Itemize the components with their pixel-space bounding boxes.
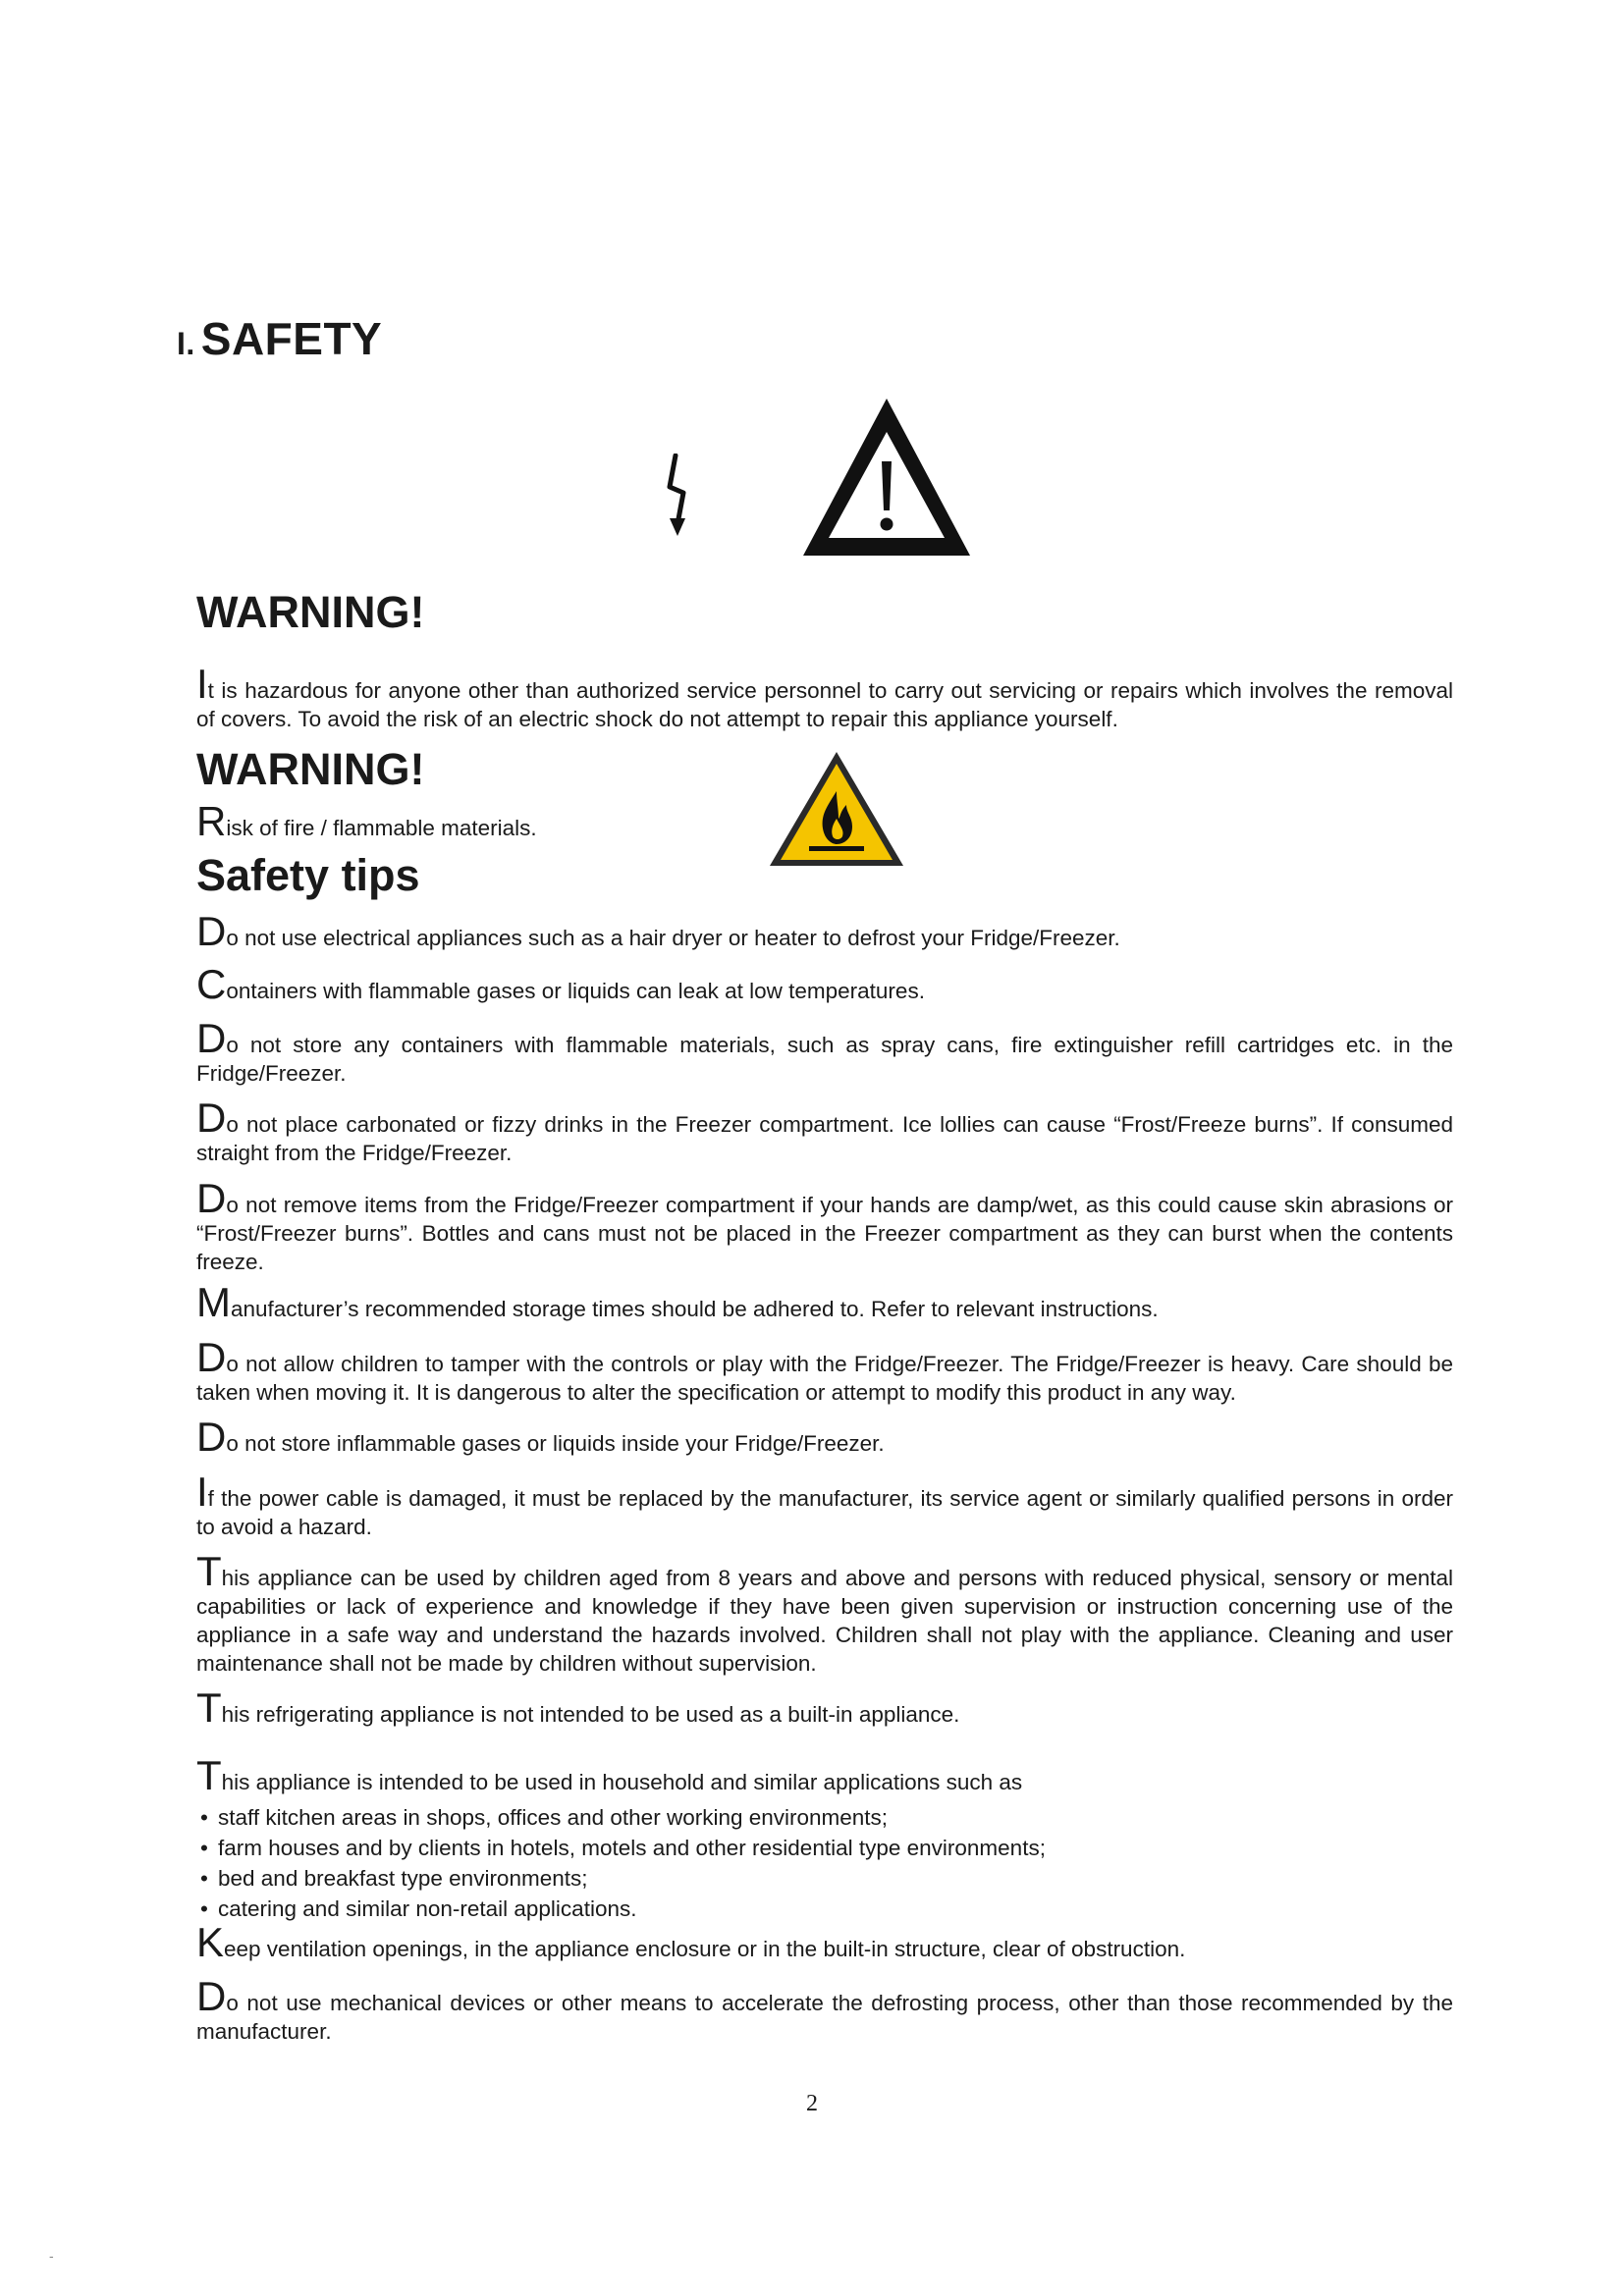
tip-item	[196, 1175, 1453, 1276]
warning-heading-2: WARNING!	[196, 744, 425, 794]
tip-item	[196, 1919, 1453, 1965]
drop-cap: M	[196, 1279, 231, 1325]
tip-item	[196, 961, 1453, 1007]
tip-item	[196, 1414, 1453, 1460]
tip-text: eep ventilation openings, in the appliance enclosure or in the built-in structure, clear of obstruction.	[224, 1937, 1186, 1961]
tip-item	[196, 1279, 1453, 1325]
corner-mark: -	[49, 2248, 54, 2264]
tip-text: o not use mechanical devices or other means to accelerate the defrosting process, other than those recommended by the manufacturer.	[196, 1991, 1453, 2044]
drop-cap: I	[196, 661, 208, 707]
electric-bolt-icon	[664, 454, 699, 542]
tip-item	[196, 1684, 1453, 1731]
drop-cap: D	[196, 1175, 227, 1221]
drop-cap: D	[196, 908, 227, 954]
tip-text: ontainers with flammable gases or liquids can leak at low temperatures.	[226, 979, 925, 1003]
tip-item	[196, 1752, 1453, 1798]
flammable-warning-icon	[766, 748, 907, 872]
tip-item	[196, 908, 1453, 954]
drop-cap: D	[196, 1015, 227, 1061]
list-item	[200, 1894, 1046, 1924]
safety-tips-heading: Safety tips	[196, 850, 420, 900]
drop-cap: D	[196, 1334, 227, 1380]
warning-text-1	[196, 661, 1453, 733]
list-item-text: farm houses and by clients in hotels, motels and other residential type environments;	[218, 1836, 1046, 1860]
tip-text: f the power cable is damaged, it must be replaced by the manufacturer, its service agent or similarly qualified persons in order to avoid a hazard.	[196, 1486, 1453, 1539]
section-title	[177, 312, 382, 365]
tip-text: o not remove items from the Fridge/Freezer compartment if your hands are damp/wet, as this could cause skin abrasions or “Frost/Freezer burns”. Bottles and cans must not be placed in the Freezer compartment as they can burst when the contents freeze.	[196, 1193, 1453, 1274]
section-number: I.	[177, 326, 195, 361]
list-item-text: staff kitchen areas in shops, offices and other working environments;	[218, 1805, 889, 1830]
tip-item	[196, 1334, 1453, 1407]
drop-cap: T	[196, 1752, 222, 1798]
warning-triangle-icon	[797, 393, 976, 561]
bullet-symbol: •	[200, 1836, 208, 1860]
warning-heading-1: WARNING!	[196, 587, 425, 637]
drop-cap: T	[196, 1548, 222, 1594]
list-item-text: bed and breakfast type environments;	[218, 1866, 588, 1891]
tip-item	[196, 1095, 1453, 1167]
drop-cap: R	[196, 798, 227, 844]
drop-cap: D	[196, 1414, 227, 1460]
section-title-text: SAFETY	[200, 313, 383, 364]
warning-text-2	[196, 798, 785, 844]
tip-text: o not store inflammable gases or liquids inside your Fridge/Freezer.	[226, 1431, 885, 1456]
list-item	[200, 1833, 1046, 1863]
list-item-text: catering and similar non-retail applications.	[218, 1896, 637, 1921]
tip-item	[196, 1973, 1453, 2046]
tip-text: o not place carbonated or fizzy drinks in the Freezer compartment. Ice lollies can cause “Frost/Freeze burns”. If consumed straight from the Fridge/Freezer.	[196, 1112, 1453, 1165]
tip-item	[196, 1015, 1453, 1088]
drop-cap: T	[196, 1684, 222, 1731]
warning-body: isk of fire / flammable materials.	[226, 816, 537, 840]
drop-cap: I	[196, 1468, 208, 1515]
tip-text: o not allow children to tamper with the controls or play with the Fridge/Freezer. The Fridge/Freezer is heavy. Care should be taken when moving it. It is dangerous to alter the specification or attempt to modify this product in any way.	[196, 1352, 1453, 1405]
tip-text: anufacturer’s recommended storage times should be adhered to. Refer to relevant instructions.	[231, 1297, 1159, 1321]
application-list	[200, 1802, 1046, 1924]
drop-cap: K	[196, 1919, 225, 1965]
list-item	[200, 1802, 1046, 1833]
tip-text: o not store any containers with flammable materials, such as spray cans, fire extinguisher refill cartridges etc. in the Fridge/Freezer.	[196, 1033, 1453, 1086]
page-number: 2	[806, 2091, 818, 2116]
list-item	[200, 1863, 1046, 1894]
tip-item	[196, 1548, 1453, 1678]
warning-body: t is hazardous for anyone other than authorized service personnel to carry out servicing or repairs which involves the removal of covers. To avoid the risk of an electric shock do not attempt to repair this appliance yourself.	[196, 678, 1453, 731]
tip-text: his appliance can be used by children aged from 8 years and above and persons with reduced physical, sensory or mental capabilities or lack of experience and knowledge if they have been given supervision or instruction concerning use of the appliance in a safe way and understand the hazards involved. Children shall not play with the appliance. Cleaning and user maintenance shall not be made by children without supervision.	[196, 1566, 1453, 1676]
tip-text: his appliance is intended to be used in household and similar applications such as	[221, 1770, 1023, 1794]
tip-text: his refrigerating appliance is not intended to be used as a built-in appliance.	[221, 1702, 960, 1727]
bullet-symbol: •	[200, 1805, 208, 1830]
drop-cap: D	[196, 1095, 227, 1141]
tip-item	[196, 1468, 1453, 1541]
bullet-symbol: •	[200, 1896, 208, 1921]
bullet-symbol: •	[200, 1866, 208, 1891]
drop-cap: D	[196, 1973, 227, 2019]
tip-text: o not use electrical appliances such as a hair dryer or heater to defrost your Fridge/Freezer.	[226, 926, 1120, 950]
drop-cap: C	[196, 961, 227, 1007]
